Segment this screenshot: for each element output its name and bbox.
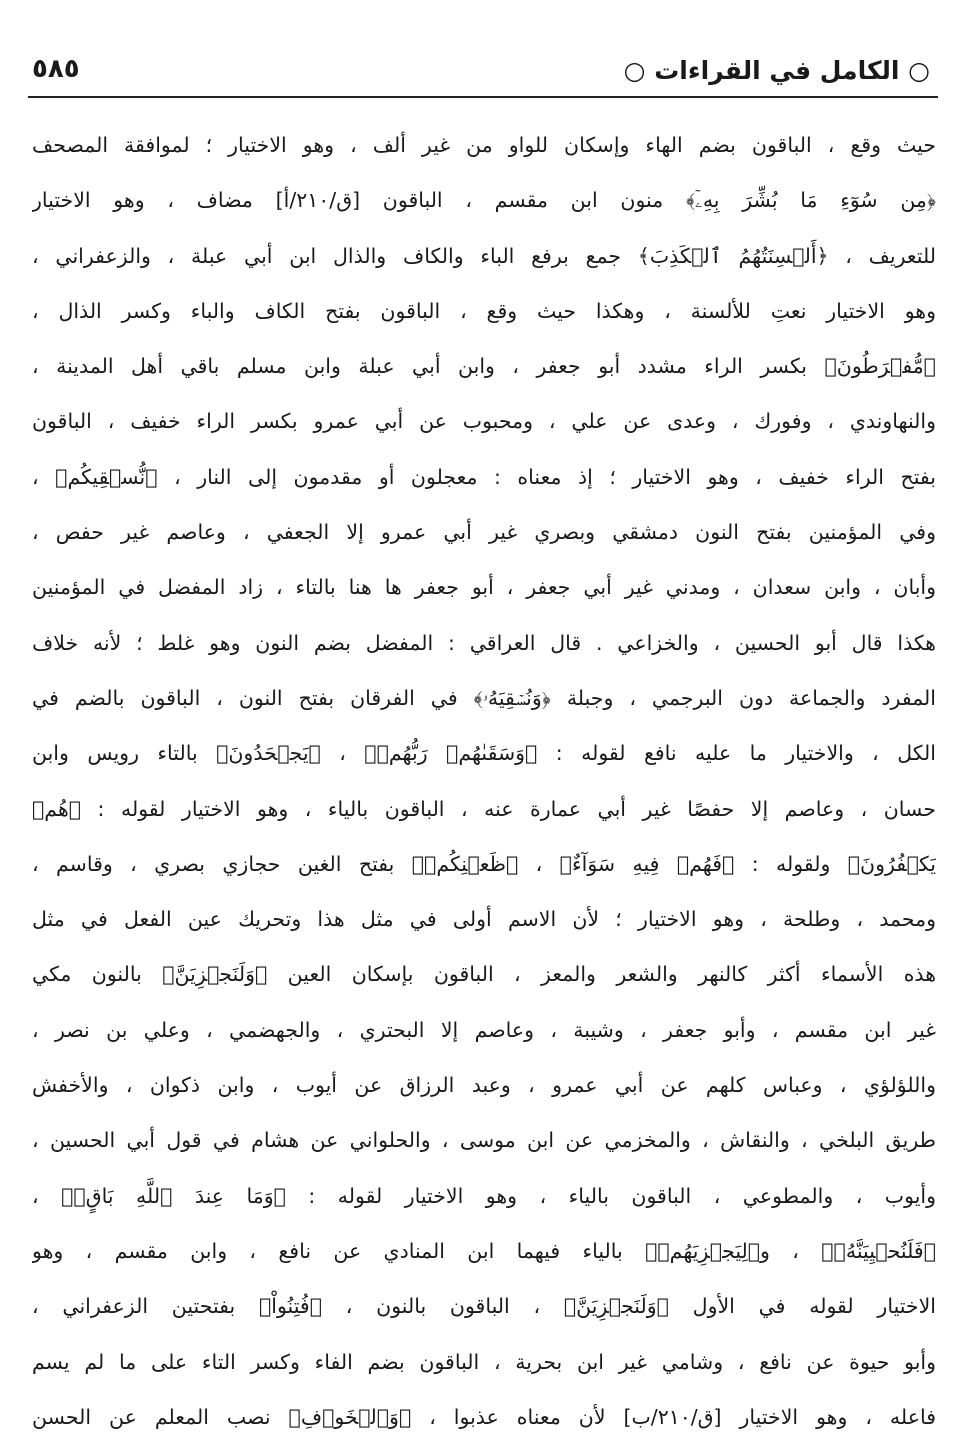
text-line: ﴿فَلَنُحۡيِيَنَّهُۥ﴾ ، و﴿لِيَجۡزِيَهُمۡ﴾ بالياء فيهما ابن المنادي عن نافع ، وابن مقسم ، وهو: [32, 1238, 936, 1263]
text-line: والنهاوندي ، وفورك ، وعدى عن علي ، ومحبوب عن أبي عمرو بكسر الراء خفيف ، الباقون: [32, 409, 936, 434]
text-line: غير ابن مقسم ، وأبو جعفر ، وشيبة ، وعاصم إلا البحتري ، والجهضمي ، وعلي بن نصر ،: [32, 1017, 936, 1042]
text-line: يَكۡفُرُونَ﴾ ولقوله : ﴿فَهُمۡ فِيهِ سَوَآءٌ﴾ ، ﴿ظَعۡنِكُمۡ﴾ بفتح الغين حجازي بصري ، وقاسم ،: [32, 851, 936, 876]
text-line: الكل ، والاختيار ما عليه نافع لقوله : ﴿وَسَقَىٰهُمۡ رَبُّهُمۡ﴾ ، ﴿يَجۡحَدُونَ﴾ بالتاء رويس وابن: [32, 741, 936, 766]
text-line: هكذا قال أبو الحسين ، والخزاعي . قال العراقي : المفضل بضم النون وهو غلط ؛ لأنه خلاف: [32, 630, 936, 655]
text-line: واللؤلؤي ، وعباس كلهم عن أبي عمرو ، وعبد الرزاق عن أيوب ، وابن ذكوان ، والأخفش: [32, 1073, 936, 1098]
text-line: فاعله ، وهو الاختيار [ق/٢١٠/ب] لأن معناه عذبوا ، ﴿وَٱلۡخَوۡفِ﴾ نصب المعلم عن الحسن: [32, 1404, 936, 1429]
text-line: وأبو حيوة عن نافع ، وشامي غير ابن بحرية ، الباقون بضم الفاء وكسر التاء على ما لم يسم: [32, 1349, 936, 1374]
text-line: ﴿مُّفۡرَطُونَ﴾ بكسر الراء مشدد أبو جعفر ، وابن أبي عبلة وابن مسلم باقي أهل المدينة ،: [32, 354, 936, 379]
text-line: طريق البلخي ، والنقاش ، والمخزمي عن ابن موسى ، والحلواني عن هشام في قول أبي الحسين ،: [32, 1128, 936, 1153]
header-rule: [28, 96, 938, 98]
text-line: وهو الاختيار نعتِ للألسنة ، وهكذا حيث وقع ، الباقون بفتح الكاف والباء وكسر الذال ،: [32, 298, 936, 323]
text-line: ﴿مِن سُوٓءِ مَا بُشِّرَ بِهِۦٓ﴾ منون ابن مقسم ، الباقون [ق/٢١٠/أ] مضاف ، وهو الاختيار: [32, 188, 936, 213]
text-line: بفتح الراء خفيف ، وهو الاختيار ؛ إذ معناه : معجلون أو مقدمون إلى النار ، ﴿نُّسۡقِيكُم﴾ ،: [32, 464, 936, 489]
text-line: حيث وقع ، الباقون بضم الهاء وإسكان للواو من غير ألف ، وهو الاختيار ؛ لموافقة المصحف: [32, 133, 936, 157]
text-line: المفرد والجماعة دون البرجمي ، وجبلة ﴿وَنُسۡقِيَهُۥ﴾ في الفرقان بفتح النون ، الباقون بالضم في: [32, 685, 936, 710]
text-line: وأبان ، وابن سعدان ، ومدني غير أبي جعفر ، أبو جعفر ها هنا بالتاء ، زاد المفضل في المؤمنين: [32, 575, 936, 600]
page-number: ٥٨٥: [32, 54, 80, 84]
text-line: حسان ، وعاصم إلا حفصًا غير أبي عمارة عنه ، الباقون بالياء ، وهو الاختيار لقوله : ﴿هُمۡ: [32, 796, 936, 821]
text-line: وفي المؤمنين بفتح النون دمشقي وبصري غير أبي عمرو إلا الجعفي ، وعاصم غير حفص ،: [32, 520, 936, 545]
running-title: ○ الكامل في القراءات ○: [623, 56, 930, 85]
text-line: الاختيار لقوله في الأول ﴿وَلَنَجۡزِيَنَّ﴾ ، الباقون بالنون ، ﴿فُتِنُواْ﴾ بفتحتين الزعفراني ،: [32, 1294, 936, 1319]
text-line: وأيوب ، والمطوعي ، الباقون بالياء ، وهو الاختيار لقوله : ﴿وَمَا عِندَ ٱللَّهِ بَاقٍۗ﴾ ،: [32, 1183, 936, 1208]
main-text: [32, 118, 936, 1445]
text-line: ومحمد ، وطلحة ، وهو الاختيار ؛ لأن الاسم أولى في مثل هذا وتحريك عين الفعل في مثل: [32, 907, 936, 932]
text-line: هذه الأسماء أكثر كالنهر والشعر والمعز ، الباقون بإسكان العين ﴿وَلَنَجۡزِيَنَّ﴾ بالنون مكي: [32, 962, 936, 987]
text-line: للتعريف ، ﴿أَلۡسِنَتُهُمُ ٱلۡكَذِبَ﴾ جمع برفع الباء والكاف والذال ابن أبي عبلة ، والزعفراني ،: [32, 243, 936, 268]
page-header: [28, 52, 936, 92]
